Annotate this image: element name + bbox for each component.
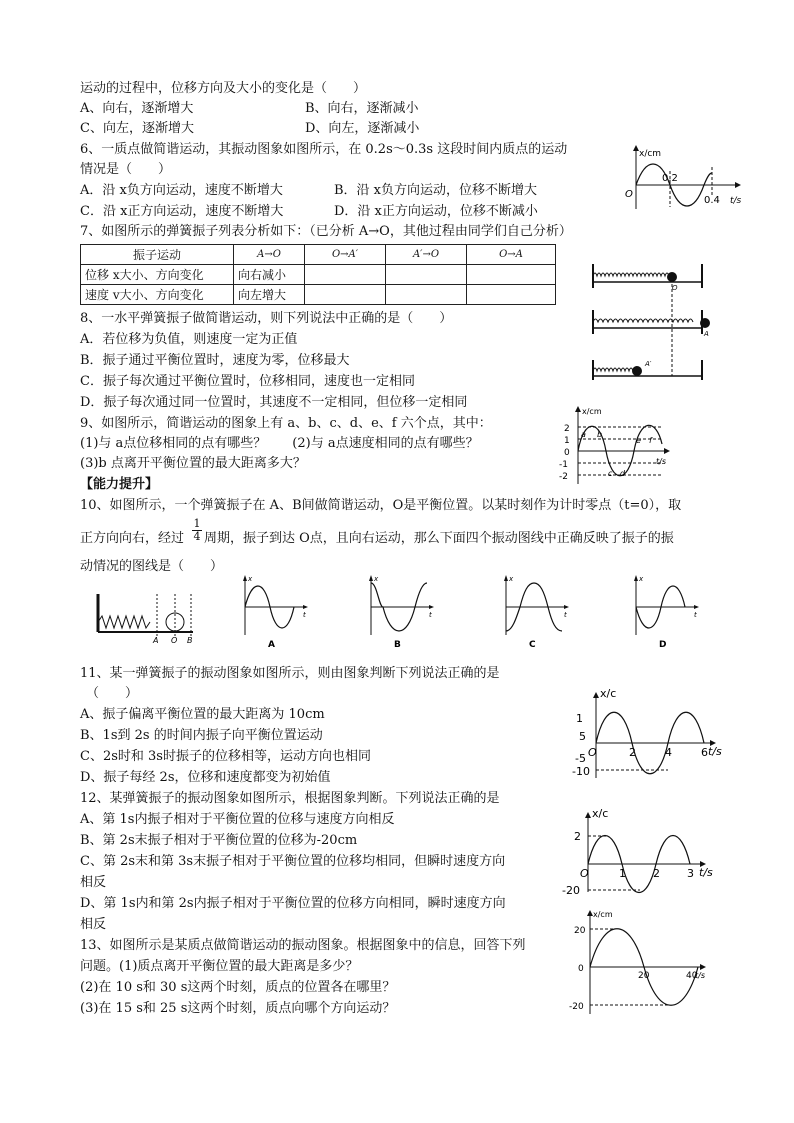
- x-arrow: [694, 605, 699, 609]
- pos-label-o: O: [672, 284, 678, 292]
- spring: [593, 319, 693, 322]
- q11-option-d: D、振子每经 2s，位移和速度都变为初始值: [80, 770, 331, 785]
- q8-stem: 8、一水平弹簧振子做简谐运动，则下列说法中正确的是（ ）: [80, 311, 453, 326]
- axis-label: t: [694, 611, 697, 619]
- y-arrow: [369, 575, 373, 581]
- x-arrow: [735, 182, 741, 188]
- origin-label: O: [580, 867, 589, 880]
- q13-sub-3: (3)在 15 s和 25 s这两个时刻，质点向哪个方向运动？: [80, 1001, 396, 1016]
- graph-caption: C: [529, 640, 536, 650]
- q9-sub-1-2: (1)与 a点位移相同的点有哪些？ (2)与 a点速度相同的点有哪些？: [80, 436, 479, 451]
- q5-option-d: D、向左，逐渐减小: [305, 121, 420, 136]
- q6-option-d: D．沿 x正方向运动，位移不断减小: [334, 204, 538, 219]
- pos-label-a: A: [704, 330, 709, 338]
- q12-option-b: B、第 2s末振子相对于平衡位置的位移为-20cm: [80, 833, 358, 848]
- q9-stem: 9、如图所示，简谐运动的图象上有 a、b、c、d、e、f 六个点，其中：: [80, 416, 492, 431]
- y-tick: 0: [564, 448, 570, 458]
- fraction-numerator: 1: [193, 517, 201, 530]
- y-label: x/c: [600, 687, 617, 700]
- table-cell: 向右减小: [234, 265, 305, 285]
- q6-stem: 6、一质点做简谐运动，其振动图象如图所示，在 0.2s～0.3s 这段时间内质点的运动: [80, 142, 568, 157]
- pos-label-b: B: [187, 636, 193, 645]
- fig11-graph: [572, 688, 722, 780]
- spring: [593, 273, 669, 276]
- q6-option-c: C．沿 x正方向运动，速度不断增大: [80, 204, 284, 219]
- y-tick: -5: [575, 752, 586, 765]
- fig10-graph-c: [498, 573, 573, 649]
- y-arrow: [504, 575, 508, 581]
- q8-option-b: B．振子通过平衡位置时，速度为零，位移最大: [80, 353, 350, 368]
- fig7-spring-diagram: [590, 262, 710, 382]
- table-header-row: [81, 245, 556, 265]
- graph-caption: B: [394, 640, 401, 650]
- y-arrow: [593, 692, 599, 698]
- table-header: A′→O: [386, 245, 467, 265]
- fig9-graph: [556, 404, 676, 486]
- x-arrow: [664, 448, 670, 454]
- fig10-graph-a: [237, 573, 312, 649]
- fraction-denominator: 4: [193, 530, 201, 543]
- q12-stem: 12、某弹簧振子的振动图象如图所示，根据图象判断。下列说法正确的是: [80, 791, 500, 806]
- y-label: x/c: [592, 807, 609, 820]
- y-arrow: [575, 406, 581, 412]
- x-tick: 4: [665, 746, 672, 759]
- tick-label: 0.2: [662, 173, 678, 184]
- x-tick: 1: [619, 867, 626, 880]
- x-arrow: [303, 605, 308, 609]
- y-arrow: [585, 812, 591, 818]
- q6-option-b: B．沿 x负方向运动，位移不断增大: [334, 183, 538, 198]
- fig6-graph: [622, 145, 752, 215]
- table-cell: [467, 265, 556, 285]
- x-tick: 3: [687, 867, 694, 880]
- q10-stem: 10、如图所示，一个弹簧振子在 A、B间做简谐运动，O是平衡位置。以某时刻作为计时零点（t=0），取: [80, 498, 682, 513]
- q6-stem-2: 情况是（ ）: [80, 162, 172, 177]
- x-label: t/s: [695, 971, 705, 980]
- y-tick: -2: [559, 472, 568, 482]
- q10-stem-2b: 周期，振子到达 O点，且向右运动，那么下面四个振动图线中正确反映了振子的振: [204, 531, 674, 546]
- axis-label: x: [374, 575, 379, 583]
- table-header: A→O: [234, 245, 305, 265]
- point-label: b: [597, 430, 603, 439]
- q10-stem-3: 动情况的图线是（ ）: [80, 559, 224, 574]
- y-tick: 2: [564, 424, 570, 434]
- graph-caption: A: [268, 640, 275, 650]
- axis-label: x: [509, 575, 514, 583]
- table-cell: 速度 v大小、方向变化: [81, 285, 234, 305]
- point-label: f: [649, 436, 652, 445]
- y-arrow: [243, 575, 247, 581]
- origin-label: O: [588, 746, 597, 759]
- q10-stem-2a: 正方向向右，经过: [80, 531, 185, 546]
- q8-option-c: C．振子每次通过平衡位置时，位移相同，速度也一定相同: [80, 374, 415, 389]
- spring: [593, 368, 633, 371]
- y-tick: 1: [564, 436, 570, 446]
- q13-sub-2: (2)在 10 s和 30 s这两个时刻，质点的位置各在哪里？: [80, 980, 396, 995]
- x-tick: 20: [638, 971, 650, 981]
- q5-option-a: A、向右，逐渐增大: [80, 101, 194, 116]
- y-label: x/cm: [582, 407, 602, 416]
- q11-option-a: A、振子偏离平衡位置的最大距离为 10cm: [80, 707, 325, 722]
- ball: [700, 318, 710, 328]
- tick-label: 0.4: [704, 195, 720, 206]
- table-row: [81, 265, 556, 285]
- pos-label-a: A: [153, 636, 159, 645]
- q7-table: [80, 244, 556, 305]
- q11-paren: （ ）: [86, 686, 139, 701]
- table-cell: [305, 285, 386, 305]
- pos-label-o: O: [171, 636, 178, 645]
- pos-label-a-prime: A′: [645, 360, 652, 368]
- spring: [98, 616, 150, 628]
- y-tick: -10: [572, 765, 590, 778]
- q5-stem: 运动的过程中，位移方向及大小的变化是（ ）: [80, 81, 367, 96]
- y-tick: -1: [559, 460, 568, 470]
- y-arrow: [634, 575, 638, 581]
- axis-label: t: [429, 611, 432, 619]
- q7-stem: 7、如图所示的弹簧振子列表分析如下：（已分析 A→O，其他过程由同学们自己分析）: [80, 224, 572, 239]
- q11-stem: 11、某一弹簧振子的振动图象如图所示，则由图象判断下列说法正确的是: [80, 666, 500, 681]
- axis-label: t: [303, 611, 306, 619]
- x-arrow: [564, 605, 569, 609]
- x-tick: 2: [653, 867, 660, 880]
- y-tick: 20: [574, 926, 586, 936]
- y-tick: 2: [574, 830, 581, 843]
- fig10-spring-diagram: [95, 592, 195, 644]
- y-tick: -20: [562, 884, 580, 897]
- x-label: t/s: [730, 196, 742, 206]
- q8-option-a: A．若位移为负值，则速度一定为正值: [80, 332, 298, 347]
- axis-label: t: [564, 611, 567, 619]
- q12-option-c: C、第 2s末和第 3s末振子相对于平衡位置的位移均相同，但瞬时速度方向: [80, 854, 506, 869]
- q6-option-a: A．沿 x负方向运动，速度不断增大: [80, 183, 283, 198]
- q12-option-d-2: 相反: [80, 917, 107, 932]
- section-title: 【能力提升】: [80, 477, 159, 492]
- fig10-graph-d: [628, 573, 703, 649]
- table-header: O→A′: [305, 245, 386, 265]
- y-tick: 0: [578, 964, 584, 974]
- fig12-graph: [562, 807, 713, 897]
- table-cell: [386, 265, 467, 285]
- q11-option-b: B、1s到 2s 的时间内振子向平衡位置运动: [80, 728, 323, 743]
- q13-stem: 13、如图所示是某质点做简谐运动的振动图象。根据图象中的信息，回答下列: [80, 938, 526, 953]
- x-arrow: [700, 964, 706, 970]
- table-header: O→A: [467, 245, 556, 265]
- x-arrow: [429, 605, 434, 609]
- q11-option-c: C、2s时和 3s时振子的位移相等，运动方向也相同: [80, 749, 371, 764]
- x-label: t/s: [699, 866, 713, 879]
- point-label: e: [636, 436, 641, 445]
- x-tick: 6: [701, 746, 708, 759]
- x-label: t/s: [708, 745, 722, 758]
- point-label: a: [581, 430, 586, 439]
- q12-option-c-2: 相反: [80, 875, 107, 890]
- y-tick: 1: [576, 712, 583, 725]
- axis-label: x: [248, 575, 253, 583]
- table-cell: [305, 265, 386, 285]
- table-cell: 位移 x大小、方向变化: [81, 265, 234, 285]
- x-tick: 2: [629, 746, 636, 759]
- q8-option-d: D．振子每次通过同一位置时，其速度不一定相同，但位移一定相同: [80, 395, 468, 410]
- y-tick: 5: [579, 730, 586, 743]
- table-header: 振子运动: [81, 245, 234, 265]
- ball: [632, 366, 642, 376]
- x-tick: 40: [686, 971, 698, 981]
- y-label: x/cm: [593, 910, 613, 919]
- fig13-graph: [566, 906, 716, 1016]
- table-cell: 向左增大: [234, 285, 305, 305]
- q9-sub-3: (3)b 点离开平衡位置的最大距离多大？: [80, 456, 306, 471]
- origin-label: O: [625, 189, 633, 200]
- table-cell: [467, 285, 556, 305]
- fig10-graph-b: [363, 573, 438, 649]
- fraction: [192, 518, 202, 543]
- table-row: [81, 285, 556, 305]
- point-label: c: [608, 469, 613, 478]
- axis-label: x: [639, 575, 644, 583]
- y-label: x/cm: [639, 149, 662, 159]
- y-tick: -20: [569, 1002, 584, 1012]
- x-label: t/s: [656, 457, 666, 466]
- point-label: d: [620, 469, 626, 478]
- q12-option-d: D、第 1s内和第 2s内振子相对于平衡位置的位移方向相同，瞬时速度方向: [80, 896, 506, 911]
- ball: [667, 272, 677, 282]
- graph-caption: D: [659, 640, 667, 650]
- q5-option-b: B、向右，逐渐减小: [305, 101, 419, 116]
- q13-sub-1: 问题。(1)质点离开平衡位置的最大距离是多少？: [80, 959, 359, 974]
- table-cell: [386, 285, 467, 305]
- q5-option-c: C、向左，逐渐增大: [80, 121, 194, 136]
- q12-option-a: A、第 1s内振子相对于平衡位置的位移与速度方向相反: [80, 812, 395, 827]
